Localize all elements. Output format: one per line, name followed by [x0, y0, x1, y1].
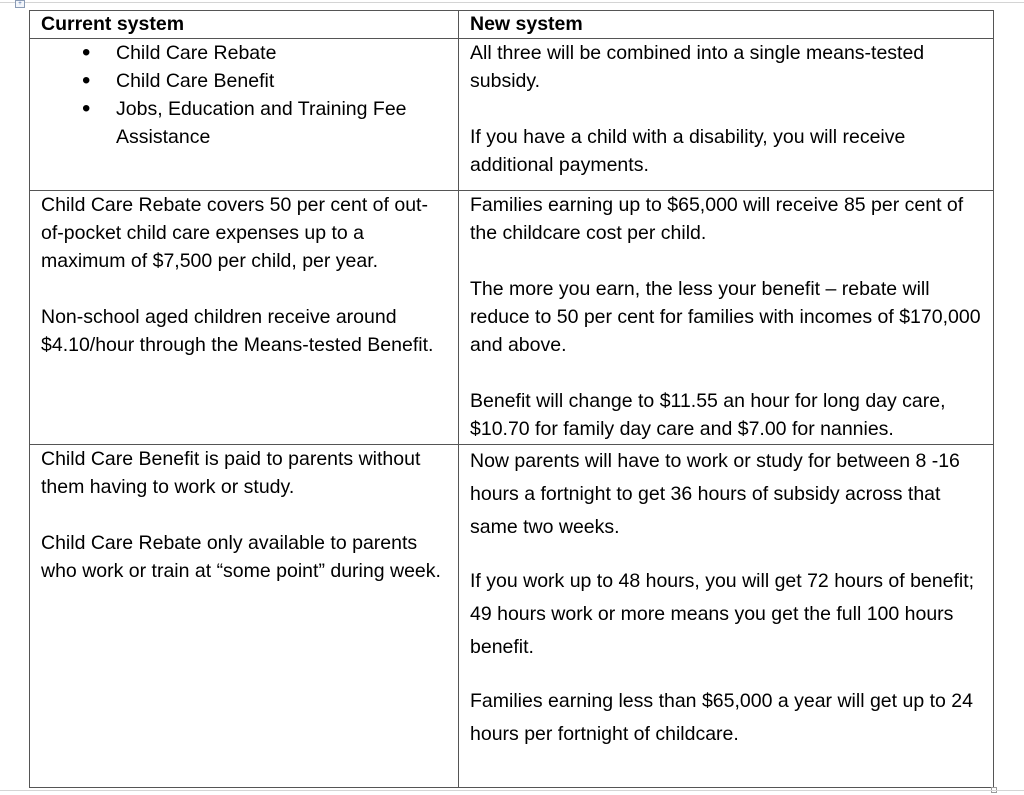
paragraph: Now parents will have to work or study for between 8 -16 hours a fortnight to get 36 hours of subsidy across that same two weeks.: [470, 450, 960, 538]
current-cell: [30, 445, 459, 788]
page-bottom-rule: [0, 790, 1024, 791]
header-current-system: Current system: [30, 11, 459, 39]
new-cell: [459, 445, 994, 788]
paragraph: All three will be combined into a single means-tested subsidy.: [470, 42, 925, 92]
new-cell: [459, 191, 994, 445]
current-cell: [30, 191, 459, 445]
header-new-system: New system: [459, 11, 994, 39]
current-cell: [30, 39, 459, 191]
comparison-table: [29, 10, 994, 788]
list-item: • Child Care Benefit: [116, 67, 448, 95]
paragraph: Non-school aged children receive around $4.10/hour through the Means-tested Benefit.: [41, 306, 434, 356]
paragraph: Benefit will change to $11.55 an hour for long day care, $10.70 for family day care and $7.00 for nannies.: [470, 390, 946, 440]
table-row: [30, 191, 994, 445]
paragraph: The more you earn, the less your benefit – rebate will reduce to 50 per cent for families with incomes of $170,000 and above.: [470, 278, 981, 356]
table-row: [30, 445, 994, 788]
list-item: • Child Care Rebate: [116, 39, 448, 67]
paragraph: Families earning less than $65,000 a year will get up to 24 hours per fortnight of childcare.: [470, 690, 973, 745]
list-item: • Jobs, Education and Training Fee Assistance: [116, 95, 448, 151]
table-row: [30, 39, 994, 191]
new-cell: [459, 39, 994, 191]
table-header-row: [30, 11, 994, 39]
paragraph: Families earning up to $65,000 will receive 85 per cent of the childcare cost per child.: [470, 194, 964, 244]
current-programs-list: [41, 39, 448, 151]
paragraph: Child Care Rebate only available to parents who work or train at “some point” during week.: [41, 532, 441, 582]
table-move-handle-icon[interactable]: +: [15, 0, 25, 8]
paragraph: Child Care Benefit is paid to parents without them having to work or study.: [41, 448, 421, 498]
paragraph: If you work up to 48 hours, you will get 72 hours of benefit; 49 hours work or more means you get the full 100 hours benefit.: [470, 570, 975, 658]
page-top-rule: [0, 2, 1024, 3]
paragraph: Child Care Rebate covers 50 per cent of out-of-pocket child care expenses up to a maximum of $7,500 per child, per year.: [41, 194, 428, 272]
paragraph: If you have a child with a disability, you will receive additional payments.: [470, 126, 906, 176]
